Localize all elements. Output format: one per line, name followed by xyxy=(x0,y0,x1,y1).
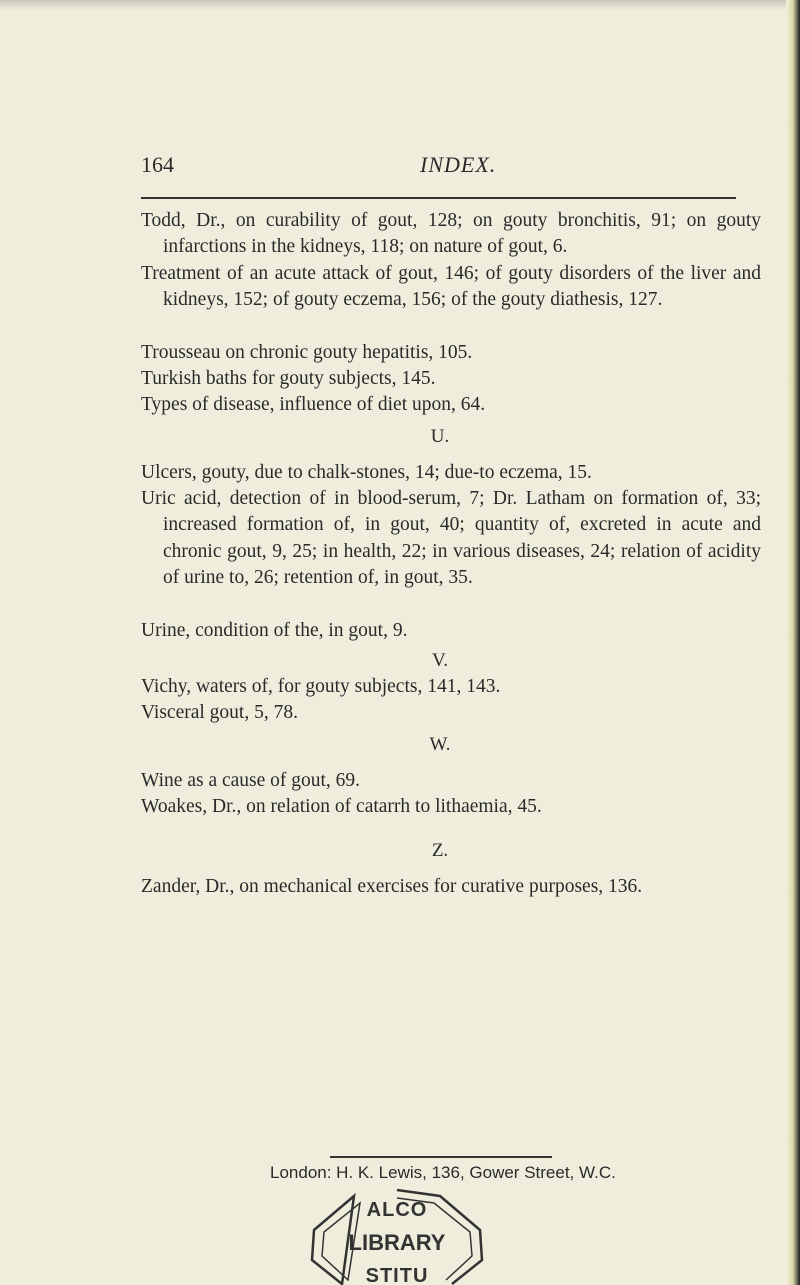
index-entry-treatment: Treatment of an acute attack of gout, 146; of gouty disorders of the liver and kidneys, 152; of gouty eczema, 156; of the gouty diathesis, 127. xyxy=(141,263,761,311)
page-top-shadow xyxy=(0,0,800,10)
index-entry-uric-acid: Uric acid, detection of in blood-serum, 7; Dr. Latham on formation of, 33; increased formation of, in gout, 40; quantity of, excreted in acute and chronic gout, 9, 25; in health, 22; in various diseases, 24; relation of acidity of urine to, 26; retention of, in gout, 35. xyxy=(141,488,761,588)
index-entry-visceral-gout: Visceral gout, 5, 78. xyxy=(141,702,298,723)
running-head: INDEX. xyxy=(420,152,497,177)
index-entry-turkish-baths: Turkish baths for gouty subjects, 145. xyxy=(141,368,436,389)
index-entry-trousseau: Trousseau on chronic gouty hepatitis, 105. xyxy=(141,342,473,363)
section-letter-u: U. xyxy=(430,426,450,447)
index-entry-vichy: Vichy, waters of, for gouty subjects, 141, 143. xyxy=(141,676,501,697)
stamp-main-text: LIBRARY xyxy=(348,1230,446,1255)
stamp-ring-top: ALCO xyxy=(366,1199,428,1221)
index-entry-ulcers: Ulcers, gouty, due to chalk-stones, 14; due-to eczema, 15. xyxy=(141,462,592,483)
index-entry-urine: Urine, condition of the, in gout, 9. xyxy=(141,620,408,641)
library-stamp xyxy=(302,1186,492,1285)
header-rule xyxy=(141,197,736,199)
publisher-imprint: London: H. K. Lewis, 136, Gower Street, W.C. xyxy=(270,1163,616,1182)
section-letter-z: Z. xyxy=(431,840,449,861)
section-letter-v: V. xyxy=(431,650,449,671)
imprint-rule xyxy=(330,1156,552,1158)
page-number: 164 xyxy=(141,152,174,177)
stamp-ring-bottom: STITU xyxy=(365,1265,429,1285)
index-entry-todd: Todd, Dr., on curability of gout, 128; on gouty bronchitis, 91; on gouty infarctions in the kidneys, 118; on nature of gout, 6. xyxy=(141,210,761,258)
page-edge-shadow xyxy=(786,0,800,1285)
index-entry-woakes: Woakes, Dr., on relation of catarrh to lithaemia, 45. xyxy=(141,796,542,817)
index-entry-wine: Wine as a cause of gout, 69. xyxy=(141,770,361,791)
index-entry-zander: Zander, Dr., on mechanical exercises for curative purposes, 136. xyxy=(141,876,643,897)
section-letter-w: W. xyxy=(429,734,451,755)
index-entry-types-of-disease: Types of disease, influence of diet upon, 64. xyxy=(141,394,486,415)
